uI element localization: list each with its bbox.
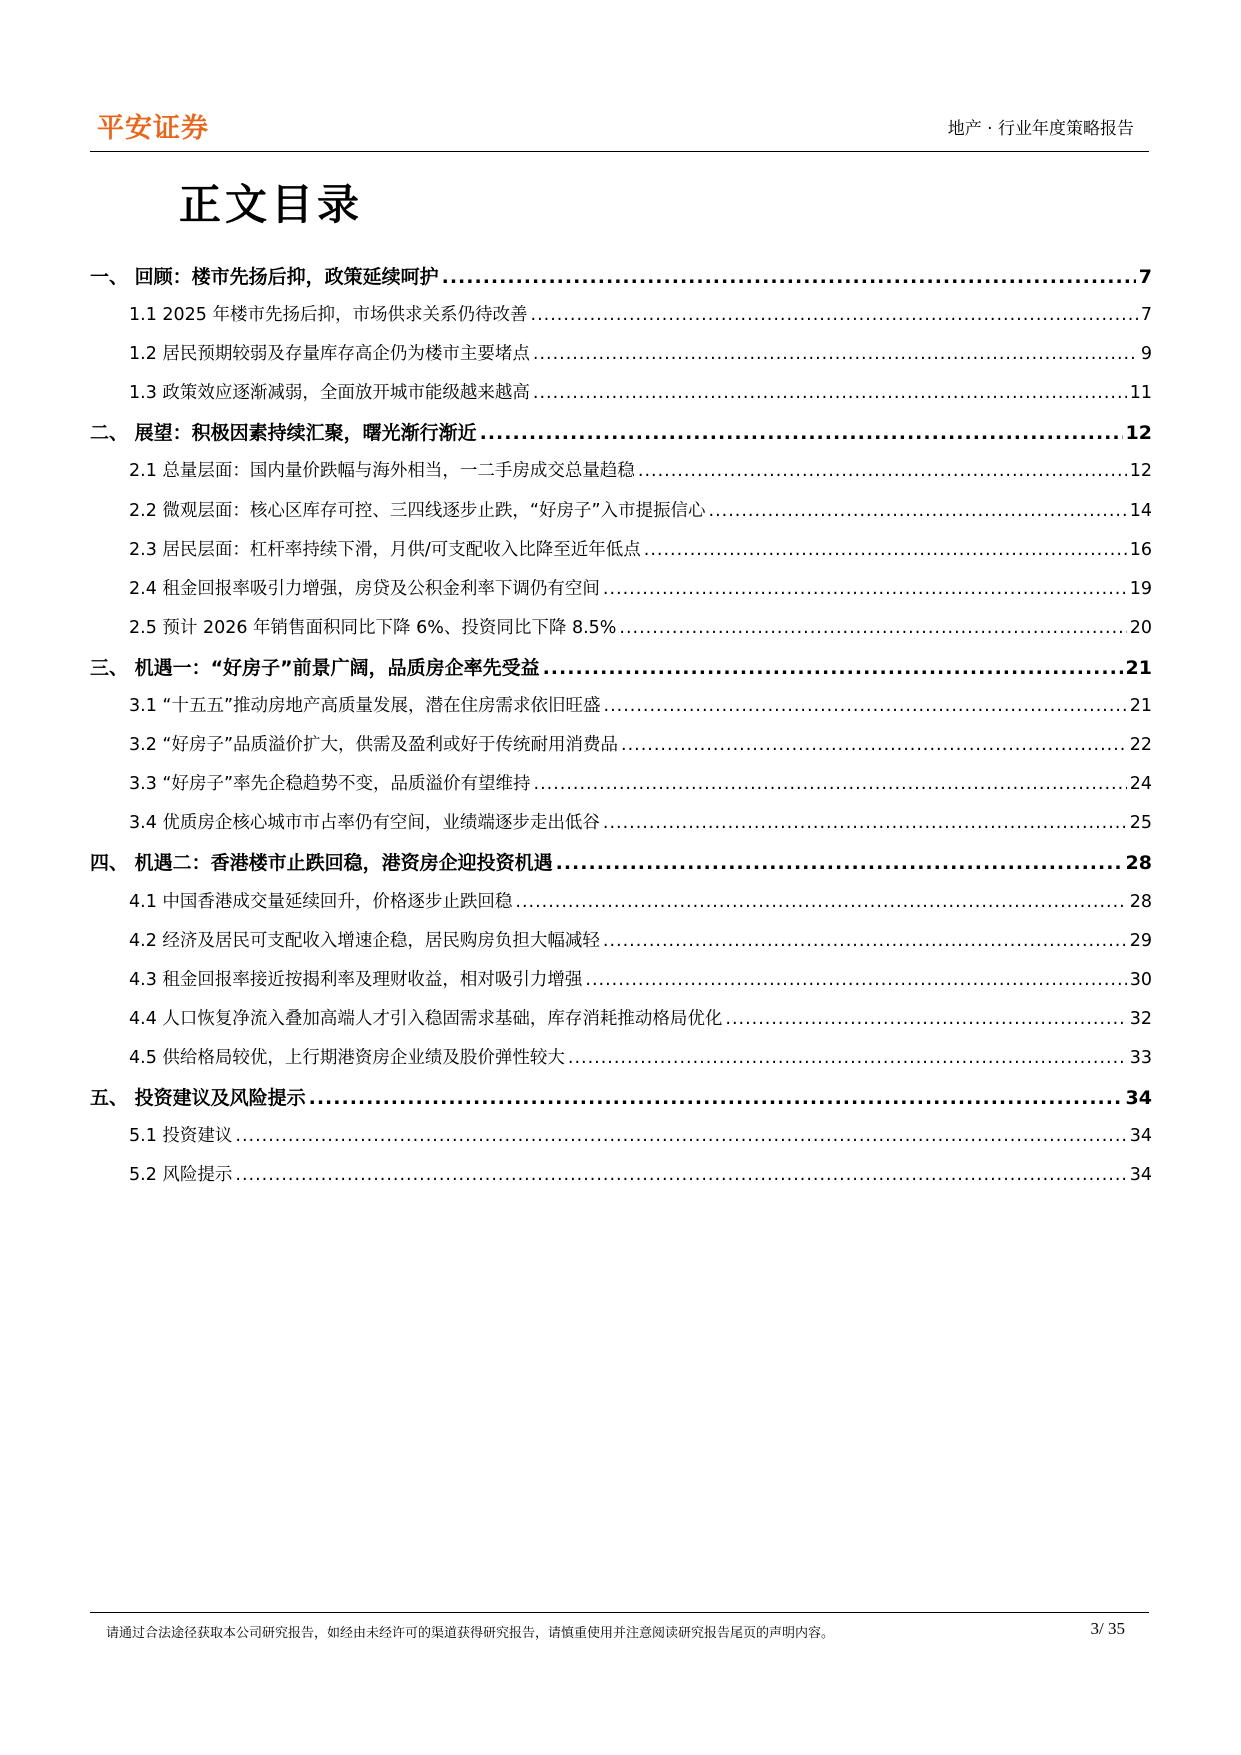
toc-leader-dots bbox=[603, 813, 1127, 833]
toc-entry-label: 4.1 中国香港成交量延续回升，价格逐步止跌回稳 bbox=[129, 891, 513, 912]
toc-entry-page: 7 bbox=[1140, 305, 1152, 326]
toc-entry[interactable] bbox=[90, 418, 1152, 457]
toc-entry-label: 2.1 总量层面：国内量价跌幅与海外相当，一二手房成交总量趋稳 bbox=[129, 461, 635, 482]
toc-entry-label: 三、 机遇一：“好房子”前景广阔，品质房企率先受益 bbox=[90, 656, 540, 679]
toc-leader-dots bbox=[480, 422, 1123, 444]
toc-entry[interactable] bbox=[90, 1044, 1152, 1083]
toc-leader-dots bbox=[603, 931, 1127, 951]
company-logo: 平安证券 bbox=[97, 113, 209, 144]
toc-entry-label: 3.2 “好房子”品质溢价扩大，供需及盈利或好于传统耐用消费品 bbox=[129, 735, 619, 756]
toc-entry-page: 34 bbox=[1125, 1086, 1152, 1109]
toc-entry[interactable] bbox=[90, 1005, 1152, 1044]
toc-leader-dots bbox=[235, 1165, 1126, 1185]
toc-entry[interactable] bbox=[90, 1161, 1152, 1200]
toc-entry[interactable] bbox=[90, 692, 1152, 731]
toc-entry[interactable] bbox=[90, 809, 1152, 848]
toc-entry[interactable] bbox=[90, 1083, 1152, 1122]
toc-entry-page: 7 bbox=[1138, 266, 1152, 288]
toc-leader-dots bbox=[603, 579, 1127, 599]
toc-leader-dots bbox=[644, 540, 1127, 560]
toc-leader-dots bbox=[585, 970, 1126, 990]
toc-entry[interactable] bbox=[90, 1122, 1152, 1161]
toc-leader-dots bbox=[619, 618, 1126, 638]
toc-entry[interactable] bbox=[90, 653, 1152, 692]
toc-leader-dots bbox=[442, 266, 1136, 288]
toc-entry-label: 1.1 2025 年楼市先扬后抑，市场供求关系仍待改善 bbox=[129, 305, 528, 326]
toc-leader-dots bbox=[621, 735, 1127, 755]
toc-entry-page: 12 bbox=[1125, 422, 1152, 445]
footer-disclaimer: 请通过合法途径获取本公司研究报告，如经由未经许可的渠道获得研究报告，请慎重使用并注意阅读研究报告尾页的声明内容。 bbox=[106, 1626, 835, 1641]
toc-entry-label: 4.3 租金回报率接近按揭利率及理财收益，相对吸引力增强 bbox=[129, 969, 583, 990]
toc-entry-label: 2.4 租金回报率吸引力增强，房贷及公积金利率下调仍有空间 bbox=[129, 578, 600, 599]
toc-entry-page: 22 bbox=[1129, 735, 1152, 756]
toc-entry[interactable] bbox=[90, 340, 1152, 379]
toc-entry[interactable] bbox=[90, 379, 1152, 418]
toc-leader-dots bbox=[533, 344, 1138, 364]
toc-entry-label: 2.5 预计 2026 年销售面积同比下降 6%、投资同比下降 8.5% bbox=[129, 617, 617, 638]
toc-leader-dots bbox=[543, 657, 1123, 679]
toc-entry-page: 28 bbox=[1125, 852, 1152, 875]
toc-entry[interactable] bbox=[90, 927, 1152, 966]
toc-entry-label: 1.2 居民预期较弱及存量库存高企仍为楼市主要堵点 bbox=[129, 344, 530, 365]
toc-entry-page: 21 bbox=[1125, 656, 1152, 679]
toc-entry[interactable] bbox=[90, 575, 1152, 614]
toc-leader-dots bbox=[568, 1048, 1127, 1068]
page-number: 3/ 35 bbox=[1090, 1619, 1125, 1638]
table-of-contents bbox=[90, 262, 1152, 1200]
toc-entry-page: 33 bbox=[1129, 1047, 1152, 1068]
toc-leader-dots bbox=[515, 892, 1126, 912]
toc-leader-dots bbox=[638, 461, 1127, 481]
toc-entry-page: 14 bbox=[1129, 500, 1152, 521]
toc-entry-label: 2.3 居民层面：杠杆率持续下滑，月供/可支配收入比降至近年低点 bbox=[129, 539, 641, 560]
toc-entry-label: 5.2 风险提示 bbox=[129, 1165, 233, 1186]
toc-entry-label: 5.1 投资建议 bbox=[129, 1126, 233, 1147]
toc-leader-dots bbox=[556, 852, 1123, 874]
toc-entry-page: 25 bbox=[1129, 813, 1152, 834]
toc-entry-page: 29 bbox=[1129, 930, 1152, 951]
toc-entry[interactable] bbox=[90, 731, 1152, 770]
toc-entry-page: 30 bbox=[1129, 969, 1152, 990]
header-divider bbox=[90, 151, 1149, 152]
toc-leader-dots bbox=[725, 1009, 1126, 1029]
toc-entry-page: 28 bbox=[1129, 891, 1152, 912]
toc-entry-page: 34 bbox=[1129, 1126, 1152, 1147]
toc-leader-dots bbox=[709, 501, 1127, 521]
toc-entry-page: 11 bbox=[1129, 383, 1152, 404]
page-title: 正文目录 bbox=[179, 180, 364, 229]
toc-entry-page: 34 bbox=[1129, 1165, 1152, 1186]
toc-entry-page: 19 bbox=[1129, 578, 1152, 599]
toc-entry[interactable] bbox=[90, 888, 1152, 927]
toc-entry-page: 21 bbox=[1129, 696, 1152, 717]
toc-entry[interactable] bbox=[90, 497, 1152, 536]
toc-entry-label: 1.3 政策效应逐渐减弱，全面放开城市能级越来越高 bbox=[129, 383, 530, 404]
toc-leader-dots bbox=[309, 1087, 1123, 1109]
toc-entry-label: 3.1 “十五五”推动房地产高质量发展，潜在住房需求依旧旺盛 bbox=[129, 696, 601, 717]
report-type: 地产 · 行业年度策略报告 bbox=[947, 119, 1134, 139]
toc-leader-dots bbox=[533, 383, 1127, 403]
toc-entry[interactable] bbox=[90, 301, 1152, 340]
toc-entry-label: 二、 展望：积极因素持续汇聚，曙光渐行渐近 bbox=[90, 422, 477, 445]
toc-leader-dots bbox=[534, 774, 1127, 794]
toc-entry-page: 20 bbox=[1129, 617, 1152, 638]
toc-entry[interactable] bbox=[90, 536, 1152, 575]
footer-divider bbox=[90, 1612, 1149, 1613]
toc-entry-page: 16 bbox=[1129, 539, 1152, 560]
toc-entry-label: 2.2 微观层面：核心区库存可控、三四线逐步止跌，“好房子”入市提振信心 bbox=[129, 500, 706, 521]
toc-leader-dots bbox=[235, 1126, 1126, 1146]
toc-entry-label: 五、 投资建议及风险提示 bbox=[90, 1086, 306, 1109]
toc-entry-label: 四、 机遇二：香港楼市止跌回稳，港资房企迎投资机遇 bbox=[90, 852, 553, 875]
toc-entry-label: 4.2 经济及居民可支配收入增速企稳，居民购房负担大幅减轻 bbox=[129, 930, 600, 951]
toc-entry[interactable] bbox=[90, 966, 1152, 1005]
toc-entry-page: 24 bbox=[1129, 774, 1152, 795]
toc-entry[interactable] bbox=[90, 614, 1152, 653]
toc-entry[interactable] bbox=[90, 770, 1152, 809]
toc-entry[interactable] bbox=[90, 262, 1152, 301]
toc-entry-label: 3.4 优质房企核心城市市占率仍有空间，业绩端逐步走出低谷 bbox=[129, 813, 600, 834]
toc-entry-page: 32 bbox=[1129, 1008, 1152, 1029]
toc-leader-dots bbox=[604, 696, 1127, 716]
toc-leader-dots bbox=[531, 305, 1138, 325]
toc-entry-label: 4.5 供给格局较优，上行期港资房企业绩及股价弹性较大 bbox=[129, 1047, 565, 1068]
toc-entry-label: 3.3 “好房子”率先企稳趋势不变，品质溢价有望维持 bbox=[129, 774, 531, 795]
toc-entry-label: 一、 回顾：楼市先扬后抑，政策延续呵护 bbox=[90, 266, 439, 288]
toc-entry-page: 12 bbox=[1129, 461, 1152, 482]
toc-entry-page: 9 bbox=[1140, 344, 1152, 365]
toc-entry[interactable] bbox=[90, 848, 1152, 887]
toc-entry-label: 4.4 人口恢复净流入叠加高端人才引入稳固需求基础，库存消耗推动格局优化 bbox=[129, 1008, 723, 1029]
toc-entry[interactable] bbox=[90, 457, 1152, 496]
